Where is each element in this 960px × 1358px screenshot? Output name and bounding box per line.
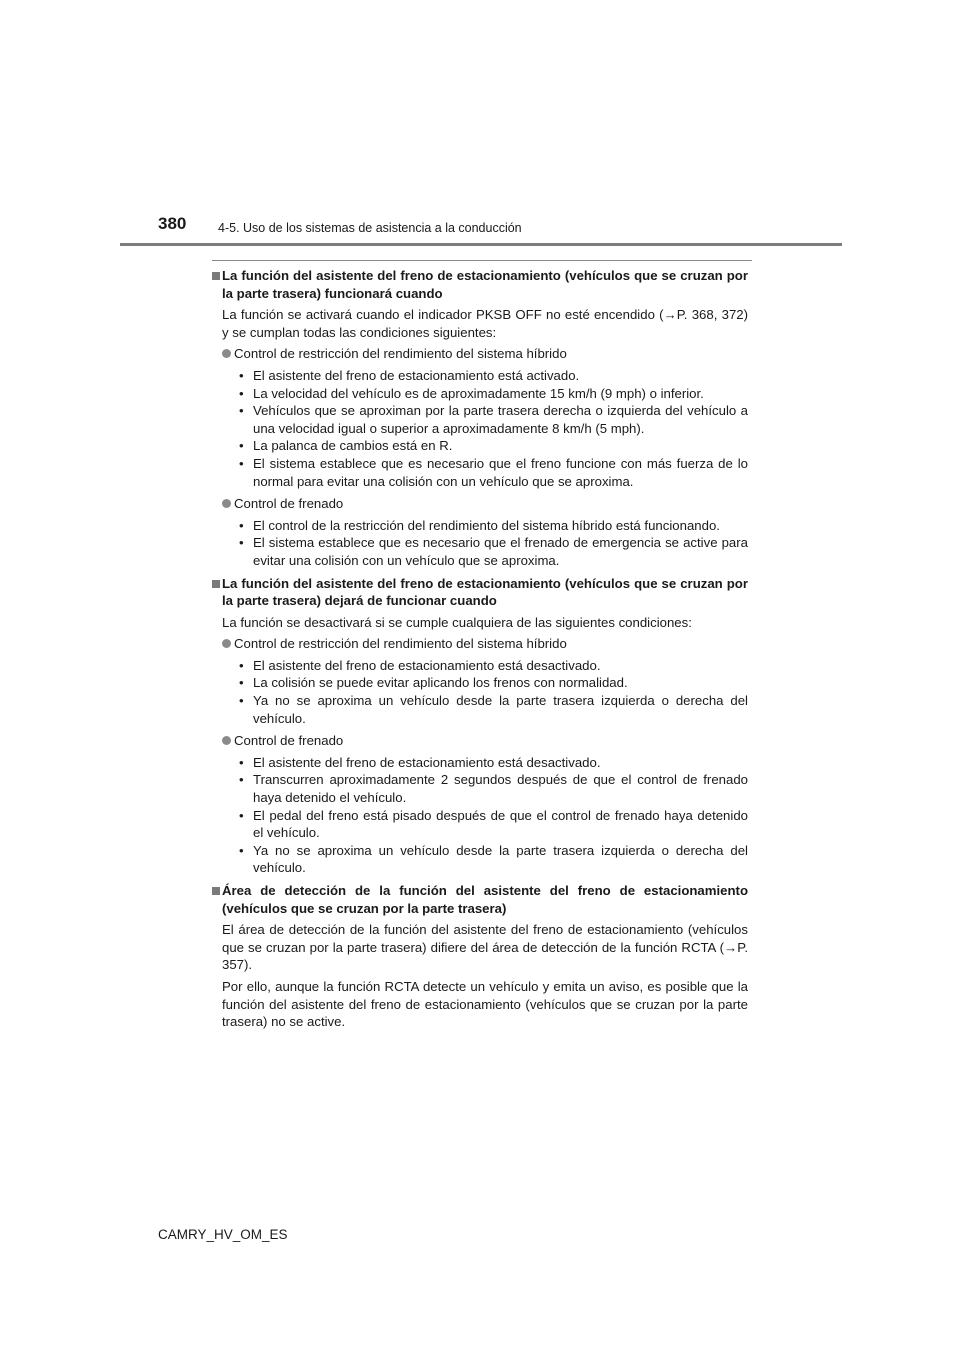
- list-item: • El sistema establece que es necesario que el freno funcione con más fuerza de lo normal para evitar una colisión con un vehículo que se aproxima.: [239, 455, 748, 489]
- bullet-list: [212, 367, 748, 490]
- subgroup-label: [212, 635, 748, 653]
- section-heading-text: La función del asistente del freno de estacionamiento (vehículos que se cruzan por la parte trasera) funcionará cuando: [222, 268, 748, 301]
- list-item: • Vehículos que se aproximan por la parte trasera derecha o izquierda del vehículo a una velocidad igual o superior a aproximadamente 8 km/h (5 mph).: [239, 403, 748, 436]
- subgroup-label: [212, 345, 748, 363]
- circle-bullet-icon: [222, 639, 231, 648]
- subgroup-label: [212, 732, 748, 750]
- section-heading: [212, 575, 748, 610]
- paragraph: Por ello, aunque la función RCTA detecte un vehículo y emita un aviso, es posible que la función del asistente del freno de estacionamiento (vehículos que se cruzan por la parte trasera) no se active.: [222, 978, 748, 1030]
- list-item: • La velocidad del vehículo es de aproximadamente 15 km/h (9 mph) o inferior.: [239, 385, 704, 401]
- square-bullet-icon: [212, 580, 220, 588]
- section-heading: [212, 882, 748, 917]
- square-bullet-icon: [212, 272, 220, 280]
- paragraph: El área de detección de la función del asistente del freno de estacionamiento (vehículos que se cruzan por la parte trasera) difiere del área de detección de la función RCTA (→P. 357).: [222, 922, 748, 973]
- list-item: • La colisión se puede evitar aplicando los frenos con normalidad.: [239, 675, 628, 691]
- section-title: 4-5. Uso de los sistemas de asistencia a la conducción: [218, 221, 522, 235]
- section: [212, 882, 748, 1031]
- subgroup-label-text: Control de frenado: [234, 733, 344, 749]
- content-top-rule: [212, 260, 752, 261]
- square-bullet-icon: [212, 887, 220, 895]
- bullet-list: [212, 754, 748, 877]
- circle-bullet-icon: [222, 736, 231, 745]
- circle-bullet-icon: [222, 499, 231, 508]
- list-item: • El asistente del freno de estacionamiento está activado.: [239, 367, 580, 383]
- list-item: • Transcurren aproximadamente 2 segundos después de que el control de frenado haya detenido el vehículo.: [239, 772, 748, 806]
- paragraph: La función se desactivará si se cumple cualquiera de las siguientes condiciones:: [222, 614, 692, 630]
- circle-bullet-icon: [222, 349, 231, 358]
- list-item: • El control de la restricción del rendimiento del sistema híbrido está funcionando.: [239, 517, 720, 533]
- list-item: • El sistema establece que es necesario que el frenado de emergencia se active para evitar una colisión con un vehículo que se aproxima.: [239, 535, 748, 568]
- list-item: • Ya no se aproxima un vehículo desde la parte trasera izquierda o derecha del vehículo.: [239, 693, 748, 726]
- subgroup-label-text: Control de restricción del rendimiento del sistema híbrido: [234, 636, 567, 652]
- section-heading: [212, 267, 748, 302]
- subgroup-label-text: Control de frenado: [234, 496, 344, 512]
- list-item: • La palanca de cambios está en R.: [239, 438, 453, 454]
- list-item: • Ya no se aproxima un vehículo desde la parte trasera izquierda o derecha del vehículo.: [239, 842, 748, 876]
- list-item: • El pedal del freno está pisado después de que el control de frenado haya detenido el vehículo.: [239, 807, 748, 841]
- page-number: 380: [158, 214, 187, 233]
- bullet-list: [212, 517, 748, 570]
- content-body: [212, 267, 748, 1035]
- section: [212, 267, 748, 570]
- subgroup-label: [212, 495, 748, 513]
- section-heading-text: Área de detección de la función del asistente del freno de estacionamiento (vehículos que se cruzan por la parte trasera): [222, 883, 748, 916]
- section: [212, 575, 748, 878]
- list-item: • El asistente del freno de estacionamiento está desactivado.: [239, 657, 601, 673]
- bullet-list: [212, 657, 748, 727]
- list-item: • El asistente del freno de estacionamiento está desactivado.: [239, 754, 601, 770]
- subgroup-label-text: Control de restricción del rendimiento del sistema híbrido: [234, 346, 567, 362]
- paragraph: La función se activará cuando el indicador PKSB OFF no esté encendido (→P. 368, 372) y se cumplan todas las condiciones siguientes:: [222, 307, 748, 340]
- manual-code: CAMRY_HV_OM_ES: [158, 1227, 288, 1242]
- header-rule: [120, 243, 842, 246]
- section-heading-text: La función del asistente del freno de estacionamiento (vehículos que se cruzan por la parte trasera) dejará de funcionar cuando: [222, 575, 748, 609]
